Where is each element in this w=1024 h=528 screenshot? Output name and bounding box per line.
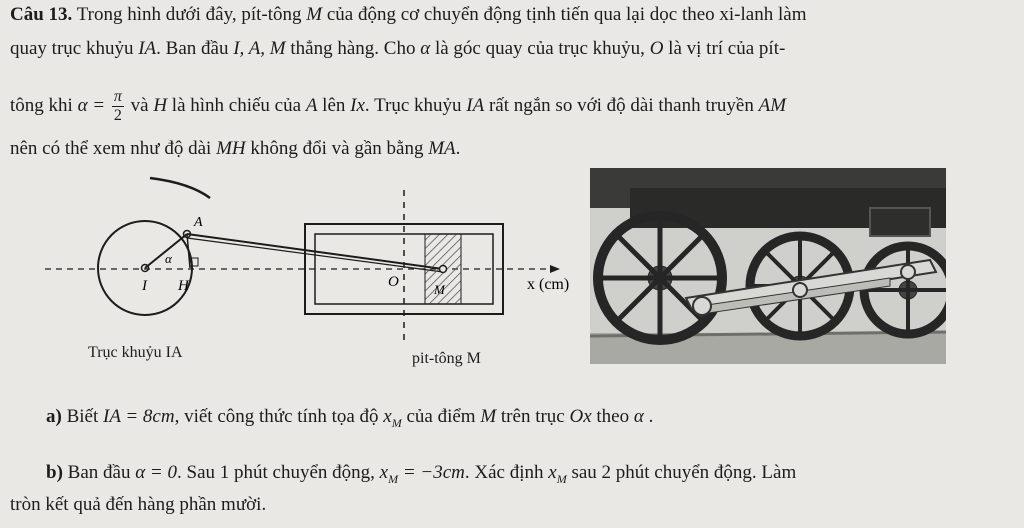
text: là vị trí của pít- (668, 38, 786, 59)
fraction-denominator: 2 (113, 107, 122, 124)
question-line-2 (10, 38, 785, 60)
math-eq-minus3cm: = −3cm (402, 462, 465, 483)
text: . Sau 1 phút chuyển động, (177, 462, 375, 483)
text: sau 2 phút chuyển động. Làm (571, 462, 797, 483)
math-IA: IA (466, 94, 485, 116)
question-line-3 (10, 88, 786, 125)
text: quay trục khuỷu (10, 38, 134, 59)
text: là hình chiếu của (171, 94, 302, 116)
text: Trong hình dưới đây, pít-tông (76, 4, 302, 25)
label-I: I (142, 278, 147, 294)
part-a (46, 406, 653, 431)
math-xM (383, 406, 402, 430)
text: . (455, 138, 461, 159)
math-x: x (379, 462, 389, 483)
math-H: H (153, 94, 168, 116)
text: . Xác định (464, 462, 544, 483)
math-Ix: Ix (350, 94, 365, 116)
math-alpha-eq: α = (77, 94, 106, 116)
math-xM (548, 462, 567, 486)
part-b-line-1 (46, 462, 796, 487)
text: rất ngắn so với độ dài thanh truyền (488, 94, 754, 116)
part-b-label: b) (46, 462, 63, 483)
math-alpha: α (420, 38, 431, 59)
math-alpha: α (633, 406, 644, 427)
x-axis-arrow (550, 265, 560, 273)
wheel-left (598, 216, 722, 340)
math-xM (379, 462, 399, 486)
axis-label-x: x (cm) (527, 276, 570, 293)
label-M: M (434, 282, 445, 297)
text: . (648, 406, 654, 427)
point-M (440, 266, 447, 273)
math-MH: MH (216, 138, 246, 159)
question-line-1 (10, 4, 806, 26)
math-IAM: I, A, M (233, 38, 286, 59)
text: của điểm (406, 406, 476, 427)
text: là góc quay của trục khuỷu, (434, 38, 645, 59)
math-sub-M: M (391, 415, 402, 430)
text: theo (596, 406, 630, 427)
text: , viết công thức tính tọa độ (174, 406, 379, 427)
text: Ban đầu (67, 462, 131, 483)
label-O: O (388, 274, 399, 290)
label-H: H (178, 278, 189, 294)
locomotive-wheels-photo (590, 168, 946, 364)
fraction-pi-over-2 (112, 88, 124, 125)
math-AM: AM (758, 94, 787, 116)
question-number: Câu 13. (10, 4, 73, 25)
question-line-4 (10, 138, 460, 160)
part-b-line-2: tròn kết quả đến hàng phần mười. (10, 494, 267, 515)
text: không đổi và gần bằng (250, 138, 424, 159)
math-x: x (383, 406, 392, 427)
math-sub-M: M (556, 471, 567, 486)
text: và (130, 94, 149, 116)
rotation-arc (150, 178, 210, 198)
text: tông khi (10, 94, 73, 116)
text: lên (322, 94, 346, 116)
caption-crank: Trục khuỷu IA (88, 344, 183, 361)
part-a-label: a) (46, 406, 62, 427)
text: . Ban đầu (156, 38, 229, 59)
caption-piston: pit-tông M (412, 350, 481, 367)
math-A: A (305, 94, 318, 116)
math-x: x (548, 462, 557, 483)
math-IA-8cm: IA = 8cm (103, 406, 175, 427)
math-Ox: Ox (569, 406, 592, 427)
text: của động cơ chuyển động tịnh tiến qua lại dọc theo xi-lanh làm (326, 4, 807, 25)
text: trên trục (500, 406, 565, 427)
math-MA: MA (428, 138, 456, 159)
label-alpha: α (165, 251, 172, 266)
math-M: M (480, 406, 497, 427)
math-M: M (306, 4, 323, 25)
text: nên có thể xem như độ dài (10, 138, 212, 159)
math-alpha-0: α = 0 (135, 462, 177, 483)
label-A: A (194, 215, 203, 230)
fraction-numerator: π (113, 88, 122, 105)
math-O: O (649, 38, 664, 59)
text: Biết (66, 406, 99, 427)
math-sub-M: M (388, 471, 399, 486)
text: . Trục khuỷu (364, 94, 462, 116)
text: thẳng hàng. Cho (290, 38, 416, 59)
math-IA: IA (138, 38, 157, 59)
